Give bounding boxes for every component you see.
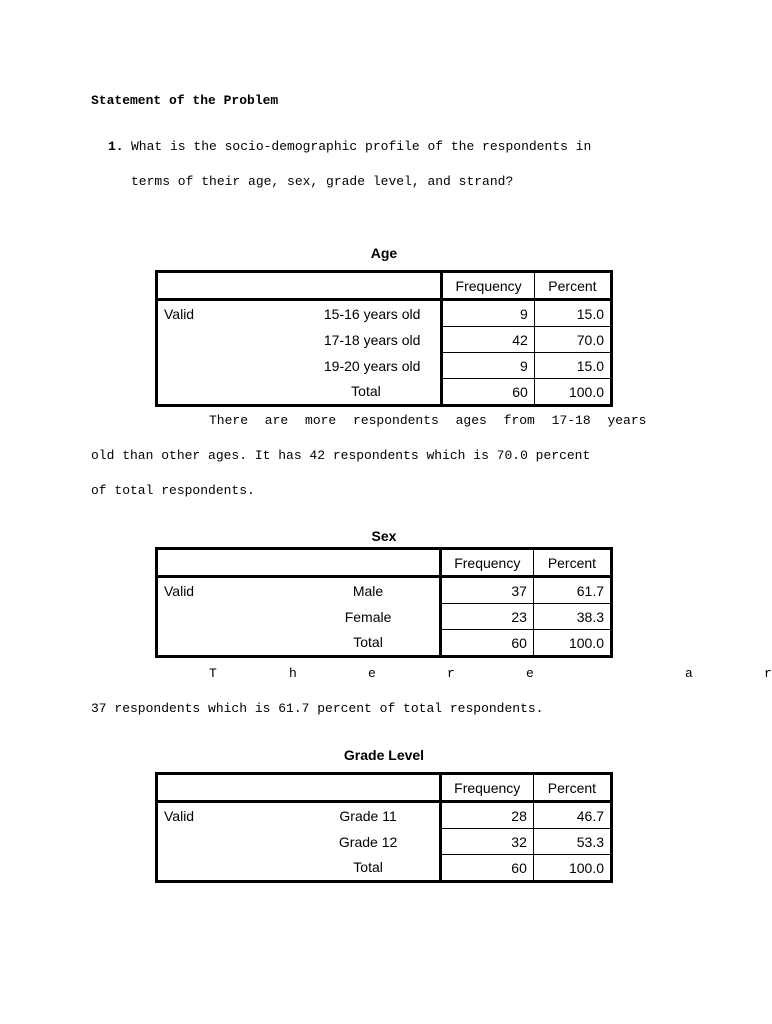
question-line-1: What is the socio-demographic profile of the respondents in [131,139,592,154]
table-row [157,802,612,829]
row-percent: 100.0 [533,630,611,657]
row-percent: 100.0 [533,855,611,882]
justified-letter: h [289,666,297,681]
table-header-blank [157,272,442,300]
row-frequency: 9 [442,300,534,327]
justified-letter: r [764,666,772,681]
row-percent: 46.7 [533,802,611,829]
row-percent: 70.0 [534,327,611,353]
column-header-percent: Percent [534,272,611,300]
table-row [157,300,612,327]
age-paragraph-line-3: of total respondents. [91,483,255,498]
justified-letter: T [209,666,217,681]
row-group-label: Valid [164,305,195,322]
row-percent: 100.0 [534,379,611,406]
row-category: Male [297,577,440,604]
row-category: 15-16 years old [292,300,442,327]
table-row [157,604,612,630]
row-percent: 15.0 [534,300,611,327]
section-heading: Statement of the Problem [91,93,279,108]
justified-letter: r [447,666,455,681]
row-percent: 53.3 [533,829,611,855]
column-header-percent: Percent [533,549,611,577]
age-table [155,270,613,407]
row-category: 17-18 years old [292,327,442,353]
table-row [157,327,612,353]
row-frequency: 32 [440,829,533,855]
justified-letter: e [526,666,534,681]
row-percent: 15.0 [534,353,611,379]
column-header-frequency: Frequency [442,272,534,300]
question-line-2: terms of their age, sex, grade level, and strand? [131,174,514,189]
sex-table [155,547,613,658]
row-group-label: Valid [164,582,195,599]
justified-letter: e [368,666,376,681]
column-header-frequency: Frequency [440,774,533,802]
age-table-title: Age [370,245,398,261]
row-frequency: 60 [440,630,533,657]
table-row [157,855,612,882]
row-category: 19-20 years old [292,353,442,379]
sex-paragraph-line-2: 37 respondents which is 61.7 percent of total respondents. [91,701,544,716]
row-frequency: 23 [440,604,533,630]
table-row [157,829,612,855]
row-category: Female [297,604,440,630]
table-row [157,577,612,604]
question-number: 1. [108,139,124,154]
column-header-percent: Percent [533,774,611,802]
sex-paragraph-line-1 [91,666,772,684]
row-category: Grade 11 [298,802,441,829]
table-row [157,379,612,406]
row-percent: 61.7 [533,577,611,604]
sex-table-title: Sex [371,528,397,544]
grade-table-title: Grade Level [343,747,425,763]
grade-level-table [155,772,613,883]
column-header-frequency: Frequency [440,549,533,577]
row-frequency: 28 [440,802,533,829]
row-frequency: 60 [440,855,533,882]
row-category: Grade 12 [298,829,441,855]
row-category-total: Total [292,379,442,406]
row-frequency: 37 [440,577,533,604]
age-paragraph-line-2: old than other ages. It has 42 respondents which is 70.0 percent [91,448,591,463]
justified-letter: a [685,666,693,681]
row-category-total: Total [298,855,441,882]
row-frequency: 42 [442,327,534,353]
table-row [157,353,612,379]
age-paragraph-line-1: There are more respondents ages from 17-18 years [209,413,647,428]
row-group-label: Valid [164,807,195,824]
row-category-total: Total [297,630,440,657]
row-frequency: 9 [442,353,534,379]
row-frequency: 60 [442,379,534,406]
row-percent: 38.3 [533,604,611,630]
table-row [157,630,612,657]
